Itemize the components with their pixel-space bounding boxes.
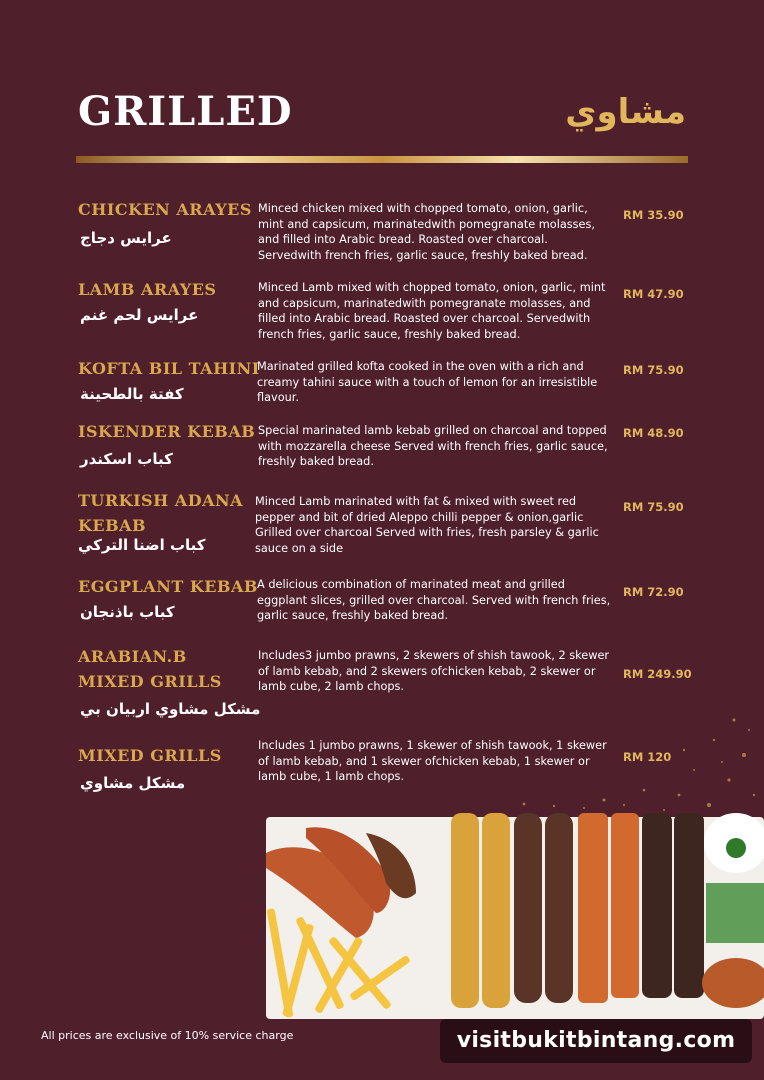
item-price: RM 47.90 [623,287,684,301]
item-name: CHICKEN ARAYES [78,200,252,219]
item-description: Includes 1 jumbo prawns, 1 skewer of shish tawook, 1 skewer of lamb kebab, and 1 skewer ofchicken kebab, 1 skewer or lamb cube, 1 lamb chops. [258,739,607,783]
item-description: Includes3 jumbo prawns, 2 skewers of shish tawook, 2 skewer of lamb kebab, and 2 skewers ofchicken kebab, 2 skewer or lamb cube, 2 lamb chops. [258,649,610,693]
item-name: LAMB ARAYES [78,280,217,299]
item-price: RM 48.90 [623,426,684,440]
item-name: EGGPLANT KEBAB [78,577,258,596]
item-description: Minced chicken mixed with chopped tomato, onion, garlic, mint and capsicum, marinatedwith pomegranate molasses, and filled into Arabic bread. Roasted over charcoal. Servedwith french fries, garlic sauce, freshly baked bread. [258,202,595,262]
item-name: KOFTA BIL TAHINI [78,359,260,378]
item-price: RM 249.90 [623,667,692,681]
item-name-arabic: عرايس دجاج [80,229,172,247]
item-price: RM 75.90 [623,363,684,377]
item-price: RM 35.90 [623,208,684,222]
item-name-arabic: عرايس لحم غنم [80,306,199,324]
item-name-arabic: كفتة بالطحينة [80,385,184,403]
item-name: ARABIAN.B MIXED GRILLS [78,647,222,691]
item-name: ISKENDER KEBAB [78,422,256,441]
item-name-arabic: مشكل مشاوي اربيان بي [80,700,261,718]
item-price: RM 75.90 [623,500,684,514]
item-description: Minced Lamb mixed with chopped tomato, onion, garlic, mint and capsicum, marinatedwith pomegranate molasses, and filled into Arabic bread. Roasted over charcoal. Servedwith french fries, garlic sauce, freshly baked bread. [258,281,606,341]
item-name: TURKISH ADANA KEBAB [78,491,244,535]
service-charge-note: All prices are exclusive of 10% service charge [41,1029,294,1042]
page-title-arabic: مشاوي [565,92,686,132]
gold-divider [76,156,688,163]
item-name-arabic: كباب اضنا التركي [78,536,206,554]
item-description: Marinated grilled kofta cooked in the oven with a rich and creamy tahini sauce with a touch of lemon for an irresistible flavour. [257,360,598,404]
item-price: RM 120 [623,750,672,764]
item-price: RM 72.90 [623,585,684,599]
item-name: MIXED GRILLS [78,746,222,765]
item-name-arabic: مشكل مشاوي [80,774,186,792]
item-description: Special marinated lamb kebab grilled on charcoal and topped with mozzarella cheese Served with french fries, garlic sauce, freshly baked bread. [258,424,608,468]
item-description: A delicious combination of marinated meat and grilled eggplant slices, grilled over charcoal. Served with french fries, garlic sauce, freshly baked bread. [257,578,611,622]
watermark: visitbukitbintang.com [440,1019,752,1063]
item-name-arabic: كباب باذنجان [80,603,175,621]
page-title: GRILLED [78,88,293,135]
mixed-grill-platter-photo [266,813,764,1023]
item-name-arabic: كباب اسكندر [80,450,173,468]
item-description: Minced Lamb marinated with fat & mixed with sweet red pepper and bit of dried Aleppo chilli pepper & onion,garlic Grilled over charcoal Served with fries, fresh parsley & garlic sauce on a side [255,495,599,555]
